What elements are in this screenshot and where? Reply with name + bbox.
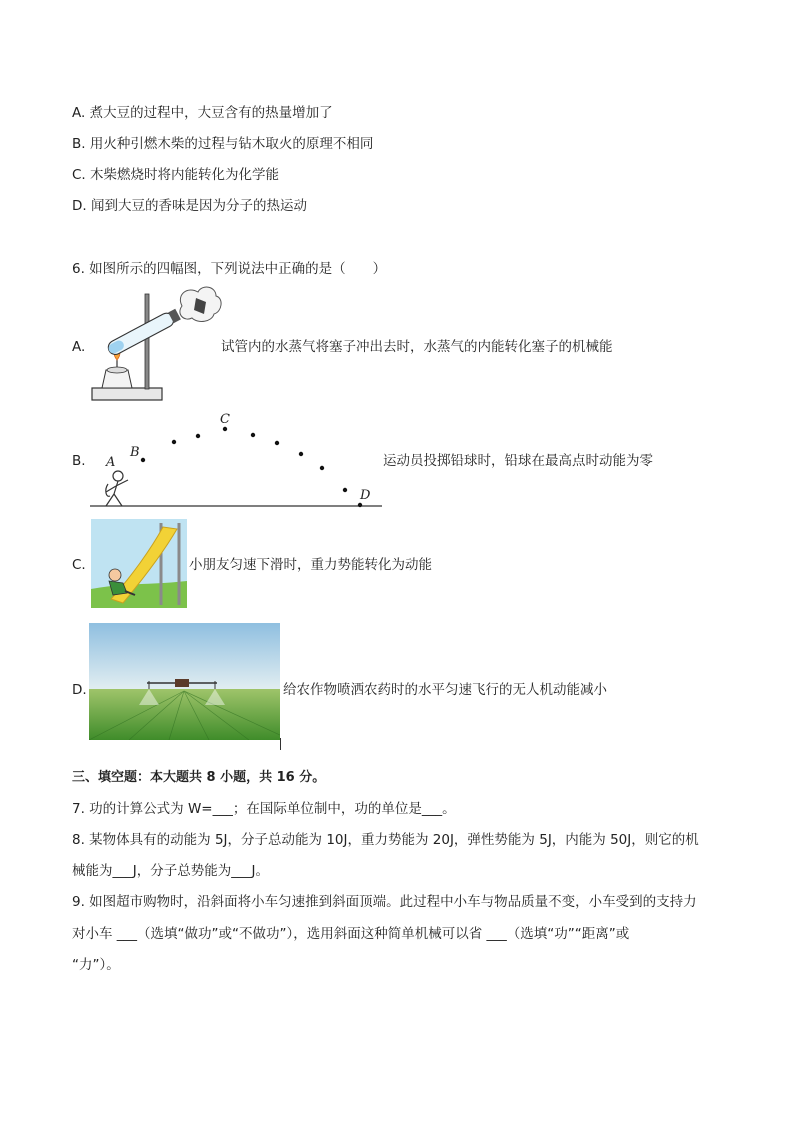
q8-line-1: 8. 某物体具有的动能为 5J，分子总动能为 10J，重力势能为 20J，弹性势能为 5J，内能为 50J，则它的机 <box>72 832 699 848</box>
section-3-heading: 三、填空题：本大题共 8 小题，共 16 分。 <box>72 770 326 785</box>
q6-option-c-letter: C. <box>72 557 86 573</box>
q6-option-b-text: 运动员投掷铅球时，铅球在最高点时动能为零 <box>383 453 653 469</box>
drone-field-figure <box>89 623 280 740</box>
q6-option-d-letter: D. <box>72 682 87 698</box>
athlete-icon <box>106 471 128 506</box>
q7-text: 7. 功的计算公式为 W=___；在国际单位制中，功的单位是___。 <box>72 801 456 817</box>
q6-option-a-text: 试管内的水蒸气将塞子冲出去时，水蒸气的内能转化塞子的机械能 <box>221 339 613 355</box>
q9-line-1: 9. 如图超市购物时，沿斜面将小车匀速推到斜面顶端。此过程中小车与物品质量不变，小车受到的支持力 <box>72 894 697 910</box>
q6-option-b-letter: B. <box>72 453 86 469</box>
q6-stem: 6. 如图所示的四幅图，下列说法中正确的是（ ） <box>72 261 387 277</box>
point-label-b: B <box>130 445 140 460</box>
q8-line-2: 械能为___J，分子总势能为___J。 <box>72 863 269 879</box>
q5-option-d: D. 闻到大豆的香味是因为分子的热运动 <box>72 198 307 214</box>
q6-option-c-text: 小朋友匀速下滑时，重力势能转化为动能 <box>189 557 432 573</box>
q9-line-2: 对小车 ___（选填“做功”或“不做功”），选用斜面这种简单机械可以省 ___（选填“功”“距离”或 <box>72 926 630 942</box>
point-label-c: C <box>220 412 230 427</box>
shot-put-figure <box>88 410 384 514</box>
point-label-d: D <box>360 488 371 503</box>
q9-line-3: “力”）。 <box>72 957 120 973</box>
image-edge-mark <box>280 738 281 750</box>
trajectory-dots <box>141 427 362 507</box>
q5-option-b: B. 用火种引燃木柴的过程与钻木取火的原理不相同 <box>72 136 374 152</box>
slide-figure <box>91 519 187 608</box>
q6-option-d-text: 给农作物喷洒农药时的水平匀速飞行的无人机动能减小 <box>283 682 607 698</box>
q5-option-c: C. 木柴燃烧时将内能转化为化学能 <box>72 167 280 183</box>
point-label-a: A <box>106 455 116 470</box>
q5-option-a: A. 煮大豆的过程中，大豆含有的热量增加了 <box>72 105 333 121</box>
q6-option-a-letter: A. <box>72 339 86 355</box>
test-tube-figure <box>88 284 228 406</box>
